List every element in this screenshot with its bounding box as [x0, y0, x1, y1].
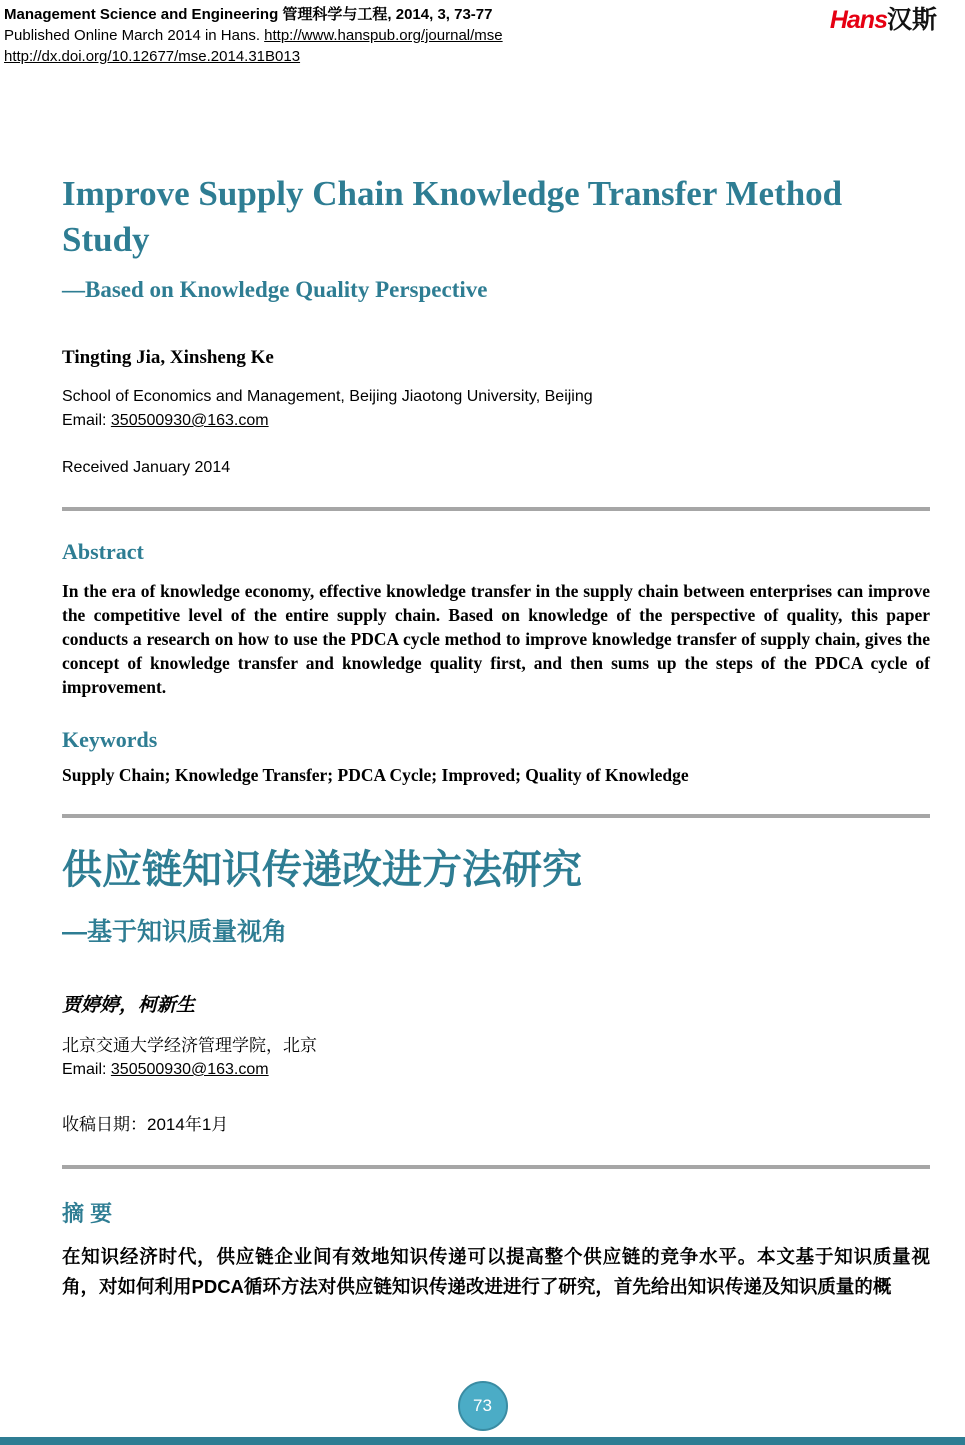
published-online-line: [4, 25, 955, 46]
abstract-heading-cn: 摘 要: [62, 1201, 113, 1226]
journal-header: [0, 0, 965, 67]
published-online-text: Published Online March 2014 in Hans.: [4, 27, 265, 44]
abstract-heading-en: Abstract: [62, 539, 144, 564]
doi-link[interactable]: http://dx.doi.org/10.12677/mse.2014.31B013: [4, 48, 301, 65]
keywords-text-en: Supply Chain; Knowledge Transfer; PDCA Cycle; Improved; Quality of Knowledge: [62, 765, 689, 785]
doi-line: [4, 46, 955, 67]
hans-logo: [830, 6, 937, 34]
abstract-text-en: In the era of knowledge economy, effective knowledge transfer in the supply chain between enterprises can improve the competitive level of the entire supply chain. Based on knowledge of the perspective of quality, this paper conducts a research on how to use the PDCA cycle method to improve knowledge transfer of supply chain, gives the concept of knowledge transfer and knowledge quality first, and then sums up the steps of the PDCA cycle of improvement.: [62, 581, 930, 697]
affiliation-en: School of Economics and Management, Beijing Jiaotong University, Beijing: [62, 388, 593, 405]
authors-en: Tingting Jia, Xinsheng Ke: [62, 347, 274, 368]
hans-logo-latin: Hans: [829, 6, 887, 34]
keywords-heading-en: Keywords: [62, 727, 158, 752]
journal-citation: Management Science and Engineering 管理科学与工程, 2014, 3, 73-77: [4, 6, 493, 23]
section-divider: [62, 1165, 930, 1169]
email-line-en: [62, 409, 930, 433]
email-link-cn[interactable]: 350500930@163.com: [110, 1061, 269, 1078]
page-number: 73: [473, 1396, 492, 1415]
paper-title-en: Improve Supply Chain Knowledge Transfer Method Study: [62, 174, 843, 259]
received-date-en: Received January 2014: [62, 459, 231, 476]
abstract-text-cn: 在知识经济时代，供应链企业间有效地知识传递可以提高整个供应链的竞争水平。本文基于知识质量视角，对如何利用PDCA循环方法对供应链知识传递改进进行了研究，首先给出知识传递及知识质量的概: [62, 1246, 930, 1297]
email-line-cn: [62, 1058, 930, 1082]
paper-subtitle-cn: —基于知识质量视角: [62, 918, 288, 946]
authors-cn: 贾婷婷，柯新生: [62, 995, 196, 1016]
email-label-cn: Email:: [62, 1061, 111, 1078]
section-divider: [62, 507, 930, 511]
email-label-en: Email:: [62, 412, 111, 429]
paper-title-cn: 供应链知识传递改进方法研究: [62, 848, 582, 892]
paper-subtitle-en: —Based on Knowledge Quality Perspective: [62, 277, 488, 302]
section-divider: [62, 814, 930, 818]
hans-logo-cjk: 汉斯: [886, 6, 937, 34]
received-date-cn: 收稿日期：2014年1月: [62, 1115, 229, 1134]
journal-url-link[interactable]: http://www.hanspub.org/journal/mse: [264, 27, 503, 44]
affiliation-cn: 北京交通大学经济管理学院，北京: [62, 1036, 317, 1055]
email-link-en[interactable]: 350500930@163.com: [110, 412, 269, 429]
footer-accent-bar: [0, 1437, 965, 1445]
page-number-badge: [458, 1381, 508, 1431]
